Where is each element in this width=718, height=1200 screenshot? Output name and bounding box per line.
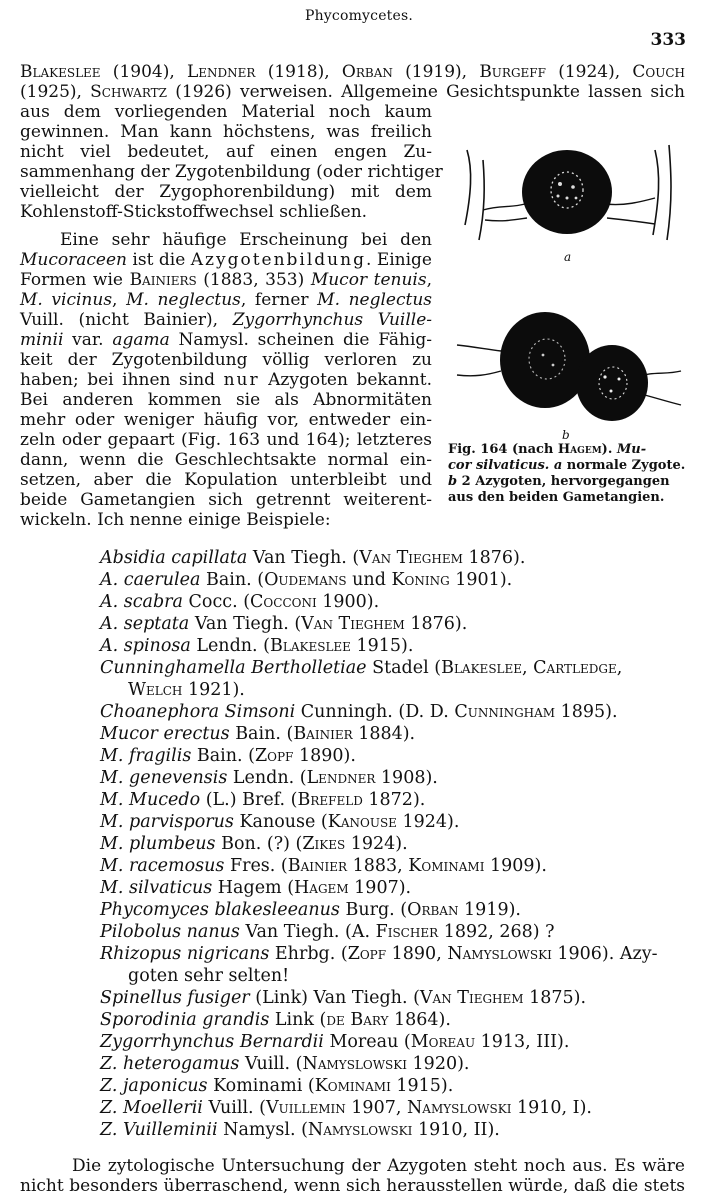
species-list-item [100, 812, 459, 832]
species-list-item [100, 878, 411, 898]
text-run: Welch [128, 680, 183, 700]
caption-run: cor silvaticus. a [448, 458, 563, 473]
text-run: 1907, [345, 1098, 407, 1118]
caption-run: 2 Azygoten, hervorgegangen [457, 474, 670, 489]
text-run: (L.) Bref. ( [200, 790, 298, 810]
species-list-item [100, 570, 512, 590]
text-run: Burgeff [479, 62, 546, 82]
text-run: Orban [341, 62, 393, 82]
species-list-item [128, 966, 289, 986]
text-run: 1901). [449, 570, 513, 590]
text-run: (1925), [20, 82, 91, 102]
text-run: Rhizopus nigricans [100, 944, 270, 964]
text-run: und [346, 570, 392, 590]
text-run: Oudemans [264, 570, 347, 590]
text-run: A. spinosa [100, 636, 191, 656]
text-run: de Bary [326, 1010, 389, 1030]
text-run: Z. Vuilleminii [100, 1120, 218, 1140]
text-run: 1924). [396, 812, 460, 832]
text-run: 1910, II). [412, 1120, 500, 1140]
text-run: M. fragilis [100, 746, 192, 766]
species-list-item [100, 988, 586, 1008]
species-list-item [100, 746, 356, 766]
paragraph-line: nicht besonders überraschend, wenn sich herausstellen würde, daß die stets [20, 1176, 685, 1196]
text-run: Blakeslee [441, 658, 523, 678]
paragraph-line [20, 82, 685, 102]
text-run: mehr oder weniger häufig vor, entweder ein- [20, 410, 432, 430]
text-run: Mucoraceen [20, 250, 127, 270]
figure-label-b: b [562, 428, 570, 442]
figure-caption [448, 442, 686, 506]
species-list-item [100, 834, 408, 854]
text-run: Bainiers [129, 270, 197, 290]
caption-run: ). [601, 442, 617, 457]
species-list-item [100, 724, 415, 744]
text-run: Cunningh. (D. D. [295, 702, 455, 722]
text-run: Mucor erectus [100, 724, 230, 744]
text-run: Azygotenbildung [190, 250, 366, 270]
text-run: Vuillemin [266, 1098, 346, 1118]
text-run: , [426, 270, 432, 290]
text-run: , [522, 658, 534, 678]
text-run: Kominami ( [207, 1076, 315, 1096]
paragraph-line [20, 370, 432, 390]
text-run: Vuill. (nicht Bainier), [20, 310, 233, 330]
text-run: Bain. ( [200, 570, 265, 590]
text-run: Zopf [347, 944, 387, 964]
text-run: Vuill. ( [202, 1098, 267, 1118]
paragraph-line: Die zytologische Untersuchung der Azygoten steht noch aus. Es wäre [72, 1156, 685, 1176]
figure-164a-zygote [455, 140, 685, 255]
text-run: 1876). [462, 548, 526, 568]
text-run: Mucor tenuis [310, 270, 427, 290]
text-run: Bain. ( [191, 746, 255, 766]
text-run: 1921). [182, 680, 245, 700]
text-run: M. vicinus [20, 290, 113, 310]
paragraph-line [20, 430, 432, 450]
text-run: 1915). [390, 1076, 454, 1096]
text-run: Lendner [187, 62, 256, 82]
text-run: Eine sehr häufige Erscheinung bei den [60, 230, 432, 250]
paragraph-line: gewinnen. Man kann höchstens, was freilich [20, 122, 432, 142]
text-run: Z. heterogamus [100, 1054, 240, 1074]
text-run: 1906). Azy- [551, 944, 658, 964]
figure-label-a: a [564, 250, 572, 264]
text-run: M. silvaticus [100, 878, 213, 898]
text-run: 1892, 268) ? [438, 922, 555, 942]
paragraph-line [20, 490, 432, 510]
text-run: Cocconi [250, 592, 317, 612]
text-run: 1883, [347, 856, 409, 876]
text-run: Fischer [375, 922, 439, 942]
text-run: A. caerulea [100, 570, 201, 590]
text-run: Phycomyces blakesleeanus [100, 900, 340, 920]
text-run: Hagem [294, 878, 349, 898]
species-list-item [100, 1120, 500, 1140]
paragraph-line [20, 390, 432, 410]
text-run: (1919), [392, 62, 480, 82]
paragraph-line: sammenhang der Zygotenbildung (oder richtiger [20, 162, 443, 182]
text-run: Kanouse [327, 812, 397, 832]
text-run: Link ( [269, 1010, 327, 1030]
text-run: Namysl. scheinen die Fähig- [169, 330, 433, 350]
text-run: Van Tieghem [419, 988, 524, 1008]
text-run: Schwartz [90, 82, 168, 102]
text-run: Lendn. ( [227, 768, 307, 788]
text-run: Brefeld [297, 790, 363, 810]
text-run: Ehrbg. ( [269, 944, 348, 964]
text-run: Bon. (?) ( [215, 834, 303, 854]
text-run: Zygorrhynchus Vuille- [232, 310, 433, 330]
text-run: M. neglectus [126, 290, 241, 310]
text-run: Absidia capillata [100, 548, 248, 568]
text-run: 1915). [350, 636, 414, 656]
text-run: Namyslowski [302, 1054, 407, 1074]
species-list-item [128, 680, 245, 700]
caption-run: normale Zygote. [562, 458, 686, 473]
text-run: keit der Zygotenbildung völlig verloren zu [20, 350, 432, 370]
text-run: Z. Moellerii [100, 1098, 203, 1118]
text-run: Lendner [306, 768, 376, 788]
text-run: wickeln. Ich nenne einige Beispiele: [20, 510, 331, 530]
text-run: Blakeslee [270, 636, 351, 656]
text-run: 1913, III). [475, 1032, 570, 1052]
text-run: Kominami [408, 856, 485, 876]
text-run: minii [20, 330, 64, 350]
text-run: M. genevensis [100, 768, 228, 788]
paragraph-line [20, 470, 432, 490]
species-list-item [100, 592, 379, 612]
text-run: Bainier [293, 724, 353, 744]
text-run: 1919). [458, 900, 521, 920]
text-run: Kominami [314, 1076, 391, 1096]
caption-run: Mu- [616, 442, 647, 457]
caption-run: b [448, 474, 458, 489]
text-run: , ferner [240, 290, 318, 310]
text-run: Moreau ( [323, 1032, 411, 1052]
text-run: Blakeslee [20, 62, 101, 82]
text-run: Zopf [254, 746, 294, 766]
text-run: Sporodinia grandis [100, 1010, 270, 1030]
text-run: var. [63, 330, 113, 350]
text-run: dann, wenn die Geschlechtsakte normal ein- [20, 450, 432, 470]
text-run: Namyslowski [447, 944, 552, 964]
text-run: Van Tieghem [301, 614, 405, 634]
text-run: Cunninghamella Bertholletiae [100, 658, 367, 678]
text-run: Choanephora Simsoni [100, 702, 296, 722]
species-list-item [100, 548, 525, 568]
text-run: Namysl. ( [217, 1120, 308, 1140]
text-run: (1904), [100, 62, 187, 82]
text-run: nur [223, 370, 260, 390]
text-run: M. plumbeus [100, 834, 216, 854]
text-run: Van Tiegh. (A. [239, 922, 376, 942]
text-run: (1883, 353) [196, 270, 311, 290]
text-run: A. septata [100, 614, 190, 634]
text-run: Vuill. ( [239, 1054, 303, 1074]
text-run: M. parvisporus [100, 812, 234, 832]
paragraph-line [20, 350, 432, 370]
page-number: 333 [650, 30, 686, 50]
text-run: (Link) Van Tiegh. ( [249, 988, 420, 1008]
species-list-item [100, 1098, 592, 1118]
text-run: M. racemosus [100, 856, 225, 876]
paragraph-line [20, 310, 432, 330]
figure-164b-azygotes [455, 305, 685, 425]
text-run: 1900). [316, 592, 380, 612]
text-run: Orban [407, 900, 459, 920]
text-run: Bei anderen kommen sie als Abnormitäten [20, 390, 432, 410]
text-run: Van Tiegh. ( [189, 614, 302, 634]
text-run: Pilobolus nanus [100, 922, 240, 942]
text-run: haben; bei ihnen sind [20, 370, 224, 390]
caption-run: Hagem [557, 442, 602, 457]
species-list-item [100, 790, 425, 810]
paragraph-line: Kohlenstoff-Stickstoffwechsel schließen. [20, 202, 368, 222]
species-list-item [100, 1076, 453, 1096]
paragraph-line [20, 510, 432, 530]
text-run: 1920). [406, 1054, 470, 1074]
text-run: 1864). [388, 1010, 451, 1030]
text-run: Couch [632, 62, 685, 82]
text-run: 1909). [484, 856, 547, 876]
species-list-item [100, 636, 413, 656]
text-run: Lendn. ( [190, 636, 271, 656]
text-run: Z. japonicus [100, 1076, 208, 1096]
paragraph-line [20, 250, 432, 270]
text-run: Cunningham [454, 702, 556, 722]
text-run: Zikes [302, 834, 346, 854]
text-run: 1908). [375, 768, 438, 788]
species-list-item [100, 922, 555, 942]
paragraph-line [20, 270, 432, 290]
caption-run: Fig. 164 (nach [448, 442, 558, 457]
paragraph-line: aus dem vorliegenden Material noch kaum [20, 102, 432, 122]
species-list-item [100, 1054, 469, 1074]
text-run: 1907). [348, 878, 412, 898]
species-list-item [100, 1032, 569, 1052]
species-list-item [100, 614, 467, 634]
text-run: A. scabra [100, 592, 183, 612]
caption-run: aus den beiden Gametangien. [448, 490, 665, 505]
text-run: (1924), [545, 62, 633, 82]
text-run: (1926) verweisen. Allgemeine Gesichtspunkte lassen sich [167, 82, 685, 102]
text-run: Van Tieghem [359, 548, 463, 568]
text-run: Van Tiegh. ( [247, 548, 360, 568]
text-run: Koning [391, 570, 450, 590]
text-run: 1876). [404, 614, 468, 634]
species-list-item [100, 944, 658, 964]
text-run: Kanouse ( [233, 812, 328, 832]
species-list-item [100, 856, 547, 876]
text-run: (1918), [255, 62, 342, 82]
text-run: . Einige [365, 250, 432, 270]
paragraph-line [20, 230, 432, 250]
text-run: zeln oder gepaart (Fig. 163 und 164); letzteres [20, 430, 432, 450]
text-run: Bainier [287, 856, 348, 876]
text-run: Namyslowski [307, 1120, 413, 1140]
species-list-item [100, 658, 622, 678]
text-run: 1890, [386, 944, 448, 964]
text-run: Moreau [410, 1032, 476, 1052]
text-run: Namyslowski [406, 1098, 512, 1118]
text-run: , [112, 290, 127, 310]
text-run: Zygorrhynchus Bernardii [100, 1032, 324, 1052]
paragraph-line [20, 290, 432, 310]
species-list-item [100, 702, 618, 722]
text-run: 1872). [362, 790, 426, 810]
paragraph-line [20, 410, 432, 430]
text-run: Azygoten bekannt. [259, 370, 432, 390]
text-run: 1910, I). [511, 1098, 592, 1118]
text-run: Fres. ( [224, 856, 288, 876]
text-run: 1895). [555, 702, 618, 722]
text-run: agama [112, 330, 170, 350]
text-run: 1884). [352, 724, 416, 744]
text-run: beide Gametangien sich getrennt weiterent- [20, 490, 432, 510]
text-run: Cocc. ( [182, 592, 251, 612]
paragraph-line [20, 450, 432, 470]
paragraph-line: vielleicht der Zygophorenbildung) mit dem [20, 182, 432, 202]
text-run: M. Mucedo [100, 790, 201, 810]
text-run: goten sehr selten! [128, 966, 290, 986]
paragraph-line [20, 62, 685, 82]
text-run: , [616, 658, 623, 678]
paragraph-line [20, 330, 432, 350]
text-run: Burg. ( [339, 900, 408, 920]
text-run: M. neglectus [317, 290, 432, 310]
text-run: Cartledge [533, 658, 617, 678]
species-list-item [100, 900, 521, 920]
species-list-item [100, 1010, 451, 1030]
text-run: Formen wie [20, 270, 130, 290]
text-run: Spinellus fusiger [100, 988, 250, 1008]
paragraph-line: nicht viel bedeutet, auf einen engen Zu- [20, 142, 432, 162]
text-run: 1875). [523, 988, 587, 1008]
text-run: Stadel ( [366, 658, 442, 678]
text-run: Hagem ( [212, 878, 295, 898]
text-run: 1890). [293, 746, 356, 766]
species-list-item [100, 768, 438, 788]
running-header: Phycomycetes. [304, 8, 414, 24]
text-run: setzen, aber die Kopulation unterbleibt und [20, 470, 432, 490]
text-run: 1924). [345, 834, 408, 854]
text-run: ist die [126, 250, 191, 270]
text-run: Bain. ( [229, 724, 294, 744]
